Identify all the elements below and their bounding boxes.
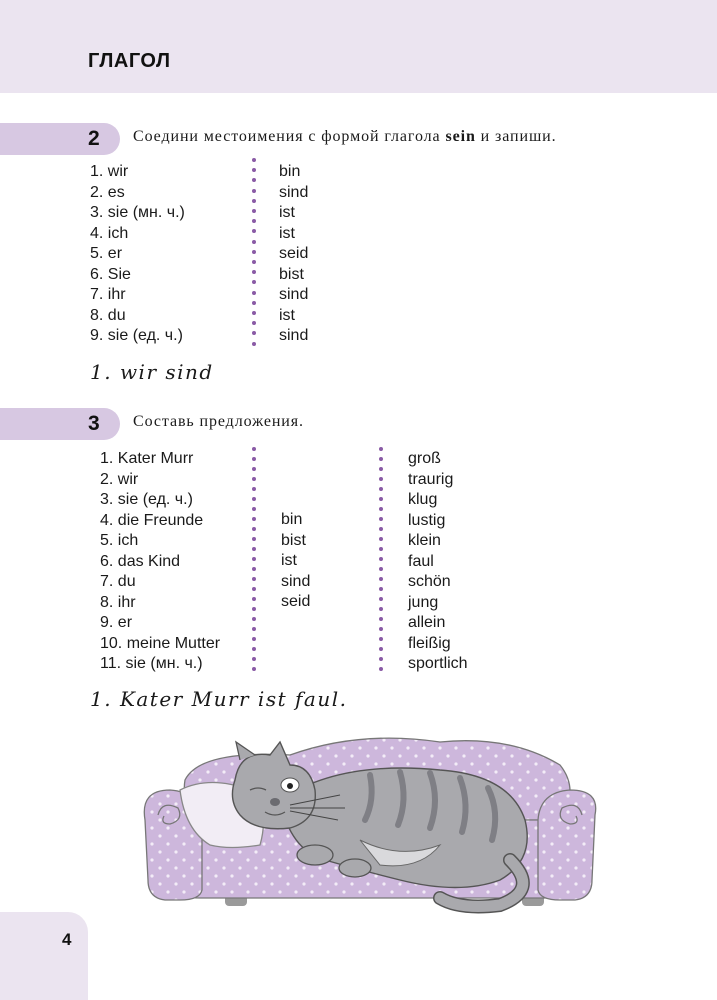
exercise-3-instruction: Составь предложения. bbox=[133, 413, 304, 430]
connector-dot bbox=[379, 537, 383, 541]
verb-form-item: ist bbox=[279, 224, 295, 242]
pronoun-item: 7. ihr bbox=[90, 286, 126, 303]
connector-dot bbox=[252, 627, 256, 631]
pronoun-item: 1. wir bbox=[90, 163, 129, 180]
pronoun-item: 4. ich bbox=[90, 224, 129, 242]
adjective-item: klein bbox=[408, 532, 441, 549]
connector-dot bbox=[252, 487, 256, 491]
pronoun-item: 2. es bbox=[90, 183, 125, 201]
cat-on-sofa-illustration bbox=[140, 720, 600, 915]
connector-dot bbox=[252, 168, 256, 172]
connector-dot bbox=[379, 467, 383, 471]
connector-dot bbox=[252, 229, 256, 233]
connector-dot bbox=[252, 597, 256, 601]
connector-dot bbox=[379, 547, 383, 551]
connector-dot bbox=[252, 291, 256, 295]
verb-form-item: bin bbox=[279, 163, 301, 180]
verb-form-item: sind bbox=[279, 286, 309, 303]
connector-dot bbox=[379, 447, 383, 451]
adjective-item: groß bbox=[408, 450, 441, 467]
page-number: 4 bbox=[62, 930, 72, 949]
connector-dot bbox=[252, 517, 256, 521]
connector-dot bbox=[252, 178, 256, 182]
page-title: ГЛАГОЛ bbox=[88, 50, 171, 72]
connector-dot bbox=[252, 301, 256, 305]
connector-dot bbox=[252, 219, 256, 223]
adjective-item: klug bbox=[408, 491, 438, 508]
connector-dot bbox=[252, 557, 256, 561]
exercise-2-number: 2 bbox=[88, 127, 100, 150]
pronoun-item: 6. Sie bbox=[90, 265, 131, 283]
connector-dot bbox=[252, 667, 256, 671]
connector-dot bbox=[252, 331, 256, 335]
connector-dot bbox=[252, 270, 256, 274]
verb-item: ist bbox=[281, 552, 297, 569]
connector-dot bbox=[252, 158, 256, 162]
subject-item: 6. das Kind bbox=[100, 552, 181, 570]
connector-dot bbox=[379, 487, 383, 491]
pronoun-item: 5. er bbox=[90, 245, 123, 262]
connector-dot bbox=[379, 587, 383, 591]
adjective-item: lustig bbox=[408, 511, 446, 529]
connector-dot bbox=[252, 577, 256, 581]
verb-item: seid bbox=[281, 593, 311, 610]
connector-dot bbox=[379, 527, 383, 531]
connector-dot bbox=[252, 637, 256, 641]
exercise-3-tab bbox=[0, 408, 120, 440]
adjective-item: allein bbox=[408, 614, 446, 631]
subject-item: 5. ich bbox=[100, 532, 139, 549]
connector-dot bbox=[379, 457, 383, 461]
connector-dot bbox=[252, 497, 256, 501]
connector-dot bbox=[252, 547, 256, 551]
verb-form-item: seid bbox=[279, 245, 309, 262]
verb-item: bist bbox=[281, 531, 306, 549]
adjective-item: schön bbox=[408, 573, 451, 590]
connector-dot bbox=[252, 321, 256, 325]
exercise-2-tab bbox=[0, 123, 120, 155]
connector-dot bbox=[252, 647, 256, 651]
connector-dot bbox=[252, 209, 256, 213]
connector-dot bbox=[379, 517, 383, 521]
verb-form-item: bist bbox=[279, 265, 304, 283]
connector-dot bbox=[252, 250, 256, 254]
connector-dot bbox=[252, 311, 256, 315]
connector-dot bbox=[252, 260, 256, 264]
verb-form-item: sind bbox=[279, 327, 309, 344]
connector-dot bbox=[252, 617, 256, 621]
connector-dot bbox=[379, 627, 383, 631]
exercise-3-number: 3 bbox=[88, 412, 100, 435]
connector-dot bbox=[252, 567, 256, 571]
connector-dot bbox=[252, 467, 256, 471]
verb-form-item: sind bbox=[279, 183, 309, 201]
adjective-item: jung bbox=[408, 593, 439, 611]
connector-dot bbox=[252, 280, 256, 284]
connector-dot bbox=[379, 607, 383, 611]
connector-dot bbox=[252, 657, 256, 661]
connector-dot bbox=[379, 637, 383, 641]
subject-item: 10. meine Mutter bbox=[100, 634, 221, 652]
pronoun-item: 9. sie (ед. ч.) bbox=[90, 327, 183, 344]
subject-item: 3. sie (ед. ч.) bbox=[100, 491, 193, 508]
connector-dot bbox=[379, 507, 383, 511]
verb-form-item: ist bbox=[279, 204, 295, 221]
connector-dot bbox=[252, 457, 256, 461]
verb-item: bin bbox=[281, 511, 303, 528]
connector-dot bbox=[379, 497, 383, 501]
subject-item: 11. sie (мн. ч.) bbox=[100, 655, 203, 672]
connector-dot bbox=[252, 477, 256, 481]
connector-dot bbox=[252, 587, 256, 591]
header-band bbox=[0, 0, 717, 93]
connector-dot bbox=[379, 597, 383, 601]
connector-dot bbox=[252, 537, 256, 541]
subject-item: 9. er bbox=[100, 614, 133, 631]
connector-dot bbox=[252, 447, 256, 451]
adjective-item: fleißig bbox=[408, 634, 451, 652]
connector-dot bbox=[379, 577, 383, 581]
adjective-item: sportlich bbox=[408, 655, 468, 672]
subject-item: 8. ihr bbox=[100, 593, 136, 611]
connector-dot bbox=[379, 567, 383, 571]
pronoun-item: 8. du bbox=[90, 306, 126, 324]
verb-sein: sein bbox=[445, 128, 476, 145]
connector-dot bbox=[252, 507, 256, 511]
page-number-tab bbox=[0, 912, 88, 1000]
adjective-item: faul bbox=[408, 552, 434, 570]
subject-item: 2. wir bbox=[100, 470, 139, 488]
connector-dot bbox=[252, 189, 256, 193]
connector-dot bbox=[379, 477, 383, 481]
subject-item: 1. Kater Murr bbox=[100, 450, 194, 467]
exercise-2-instruction: Соедини местоимения с формой глагола sein и запиши. bbox=[133, 128, 557, 145]
connector-dot bbox=[252, 199, 256, 203]
connector-dot bbox=[379, 557, 383, 561]
connector-dot bbox=[379, 657, 383, 661]
connector-dot bbox=[252, 607, 256, 611]
verb-item: sind bbox=[281, 572, 311, 590]
connector-dot bbox=[379, 647, 383, 651]
verb-form-item: ist bbox=[279, 306, 295, 324]
connector-dot bbox=[252, 527, 256, 531]
pronoun-item: 3. sie (мн. ч.) bbox=[90, 204, 185, 221]
adjective-item: traurig bbox=[408, 470, 454, 488]
exercise-3-example-answer: 1. Kater Murr ist faul. bbox=[90, 687, 348, 711]
connector-dot bbox=[379, 617, 383, 621]
subject-item: 7. du bbox=[100, 573, 136, 590]
connector-dot bbox=[252, 342, 256, 346]
connector-dot bbox=[252, 240, 256, 244]
connector-dot bbox=[379, 667, 383, 671]
exercise-2-example-answer: 1. wir sind bbox=[90, 360, 214, 384]
subject-item: 4. die Freunde bbox=[100, 511, 204, 529]
